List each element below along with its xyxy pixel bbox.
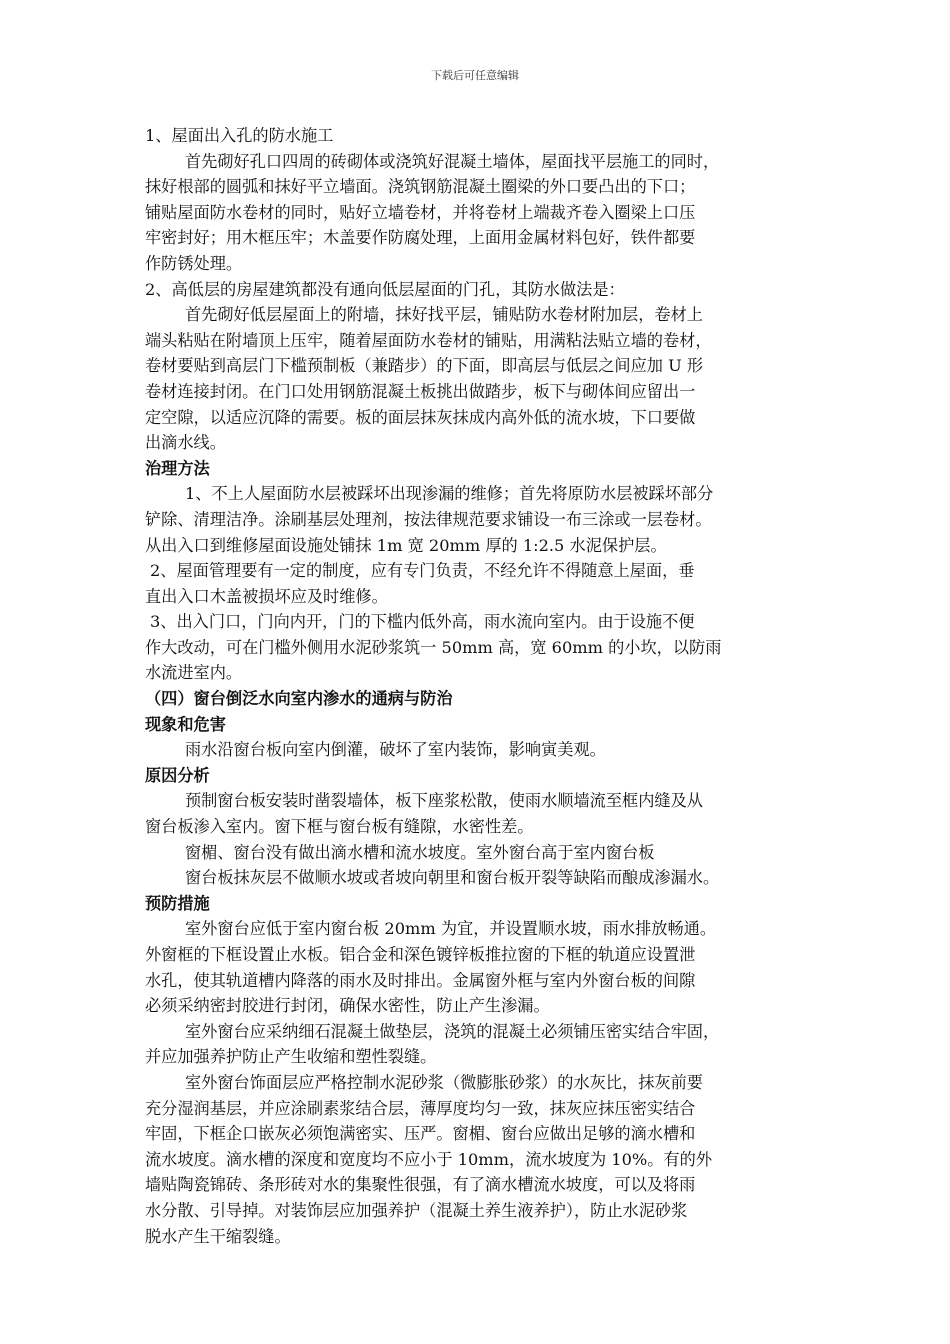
text-line: 流水坡度。滴水槽的深度和宽度均不应小于 10mm，流水坡度为 10%。有的外 — [145, 1149, 713, 1169]
section-heading: （四）窗台倒泛水向室内渗水的通病与防治 — [145, 689, 453, 709]
section-heading: 原因分析 — [145, 765, 210, 785]
text-line: 铲除、清理洁净。涂刷基层处理剂，按法律规范要求铺设一布三涂或一层卷材。 — [145, 509, 712, 529]
section-heading: 预防措施 — [145, 893, 210, 913]
text-line: 窗台板抹灰层不做顺水坡或者坡向朝里和窗台板开裂等缺陷而酿成渗漏水。 — [185, 868, 720, 888]
text-line: 2、屋面管理要有一定的制度，应有专门负责，不经允许不得随意上屋面，垂 — [150, 561, 695, 581]
text-line: 牢固，下框企口嵌灰必须饱满密实、压严。窗楣、窗台应做出足够的滴水槽和 — [145, 1124, 696, 1144]
text-line: 雨水沿窗台板向室内倒灌，破坏了室内装饰，影响寅美观。 — [185, 740, 606, 760]
text-line: 室外窗台饰面层应严格控制水泥砂浆（微膨胀砂浆）的水灰比，抹灰前要 — [185, 1072, 703, 1092]
text-line: 窗台板渗入室内。窗下框与窗台板有缝隙，水密性差。 — [145, 817, 534, 837]
text-line: 墙贴陶瓷锦砖、条形砖对水的集聚性很强，有了滴水槽流水坡度，可以及将雨 — [145, 1175, 696, 1195]
text-line: 充分湿润基层，并应涂刷素浆结合层，薄厚度均匀一致，抹灰应抹压密实结合 — [145, 1098, 696, 1118]
text-line: 铺贴屋面防水卷材的同时，贴好立墙卷材，并将卷材上端裁齐卷入圈梁上口压 — [145, 202, 696, 222]
text-line: 抹好根部的圆弧和抹好平立墙面。浇筑钢筋混凝土圈梁的外口要凸出的下口； — [145, 177, 696, 197]
text-line: 端头粘贴在附墙顶上压牢，随着屋面防水卷材的铺贴，用满粘法贴立墙的卷材， — [145, 330, 712, 350]
text-line: 外窗框的下框设置止水板。铝合金和深色镀锌板推拉窗的下框的轨道应设置泄 — [145, 945, 696, 964]
text-line: 卷材要贴到高层门下槛预制板（兼踏步）的下面，即高层与低层之间应加 U 形 — [145, 356, 704, 376]
text-line: 卷材连接封闭。在门口处用钢筋混凝土板挑出做踏步，板下与砌体间应留出一 — [145, 381, 696, 401]
text-line: 2、高低层的房屋建筑都没有通向低层屋面的门孔，其防水做法是： — [145, 279, 625, 299]
text-line: 定空隙，以适应沉降的需要。板的面层抹灰抹成内高外低的流水坡，下口要做 — [145, 407, 696, 427]
document-body — [145, 123, 813, 1249]
text-line: 脱水产生干缩裂缝。 — [145, 1226, 291, 1246]
text-line: 必须采纳密封胶进行封闭，确保水密性，防止产生渗漏。 — [145, 996, 550, 1016]
text-line: 水流进室内。 — [145, 663, 243, 683]
text-line: 水孔，使其轨道槽内降落的雨水及时排出。金属窗外框与室内外窗台板的间隙 — [145, 970, 696, 990]
text-line: 并应加强养护防止产生收缩和塑性裂缝。 — [145, 1047, 437, 1067]
text-line: 1、屋面出入孔的防水施工 — [145, 126, 334, 145]
text-line: 1、不上人屋面防水层被踩坏出现渗漏的维修；首先将原防水层被踩坏部分 — [185, 484, 714, 504]
text-line: 首先砌好孔口四周的砖砌体或浇筑好混凝土墙体，屋面找平层施工的同时， — [185, 151, 720, 171]
text-line: 作防锈处理。 — [145, 253, 243, 273]
text-line: 作大改动，可在门槛外侧用水泥砂浆筑一 50mm 高，宽 60mm 的小坎，以防雨 — [145, 637, 722, 657]
section-heading: 治理方法 — [145, 458, 210, 478]
text-line: 室外窗台应低于室内窗台板 20mm 为宜，并设置顺水坡，雨水排放畅通。 — [185, 919, 717, 939]
text-line: 水分散、引导掉。对装饰层应加强养护（混凝土养生液养护），防止水泥砂浆 — [145, 1200, 688, 1220]
text-line: 3、出入门口，门向内开，门的下槛内低外高，雨水流向室内。由于设施不便 — [150, 612, 695, 632]
text-line: 从出入口到维修屋面设施处铺抹 1m 宽 20mm 厚的 1:2.5 水泥保护层。 — [145, 535, 667, 555]
text-line: 室外窗台应采纳细石混凝土做垫层，浇筑的混凝土必须铺压密实结合牢固， — [185, 1021, 720, 1041]
text-line: 出滴水线。 — [145, 433, 226, 453]
text-line: 窗楣、窗台没有做出滴水槽和流水坡度。室外窗台高于室内窗台板 — [185, 842, 655, 862]
text-line: 直出入口木盖被损坏应及时维修。 — [145, 586, 388, 606]
text-line: 预制窗台板安装时凿裂墙体，板下座浆松散，使雨水顺墙流至框内缝及从 — [185, 791, 703, 811]
section-heading: 现象和危害 — [145, 714, 226, 734]
text-line: 首先砌好低层屋面上的附墙，抹好找平层，铺贴防水卷材附加层，卷材上 — [185, 305, 703, 325]
page-header: 下载后可任意编辑 — [431, 69, 519, 82]
text-line: 牢密封好；用木框压牢；木盖要作防腐处理，上面用金属材料包好，铁件都要 — [145, 228, 696, 248]
